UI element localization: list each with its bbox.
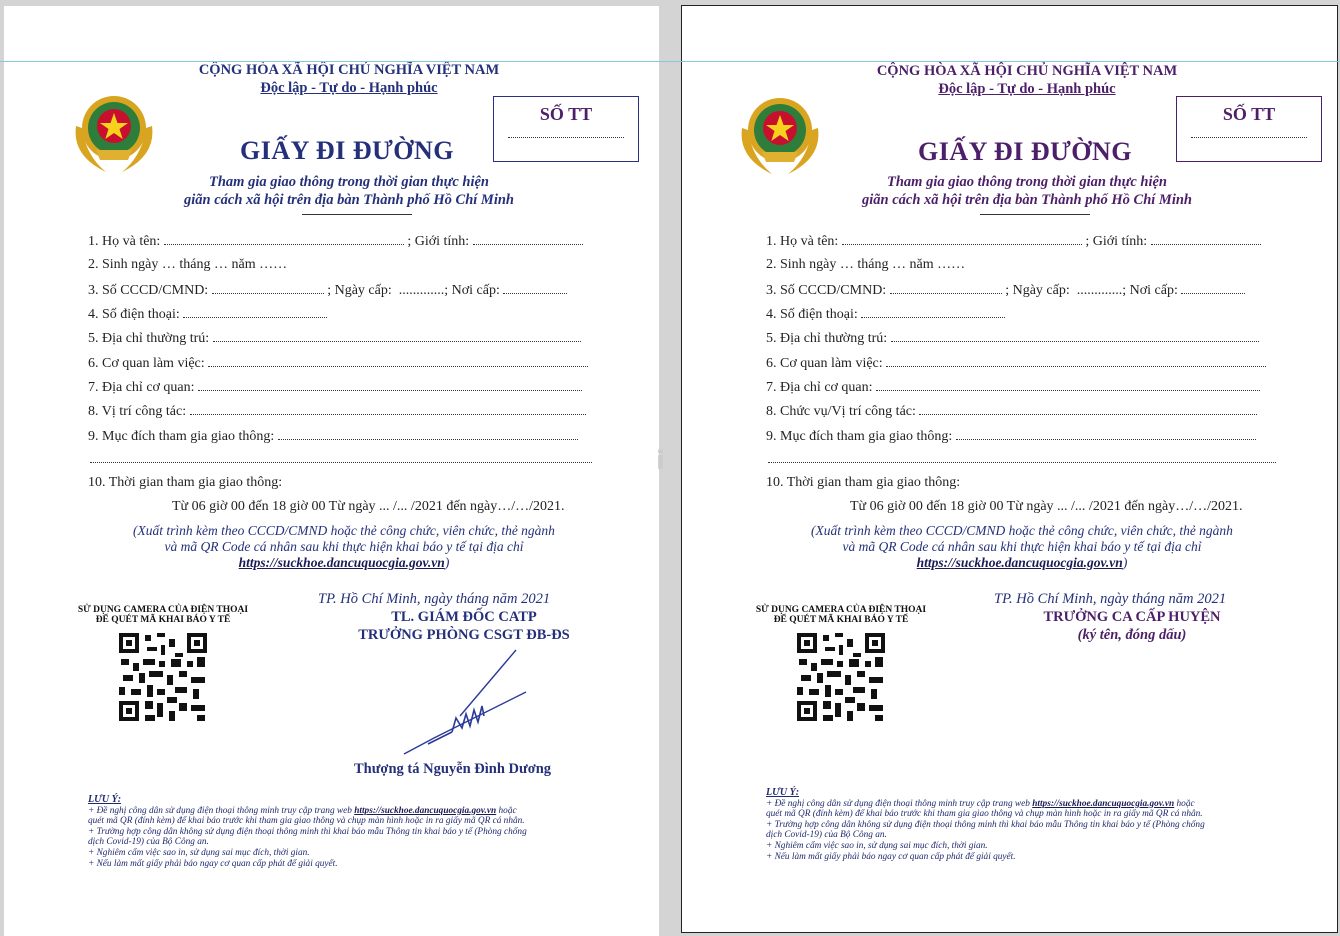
note-item-3: + Nghiêm cấm việc sao in, sử dụng sai mục đích, thời gian. [88,847,310,858]
sign-place-date: TP. Hồ Chí Minh, ngày tháng năm 2021 [994,591,1227,607]
input-position[interactable] [919,402,1257,415]
field-permanent-address [88,329,581,347]
label-purpose: 9. Mục đích tham gia giao thông: [766,429,953,444]
label-full-name: 1. Họ và tên: [88,234,161,249]
input-id-number[interactable] [890,281,1002,294]
field-workplace [88,354,588,372]
subtitle-line-1: Tham gia giao thông trong thời gian thực hiện [887,174,1167,190]
subtitle-line-2: giãn cách xã hội trên địa bàn Thành phố Hồ Chí Minh [184,192,514,208]
note-close-paren: ) [1122,555,1128,570]
note-line-3 [762,555,1282,571]
health-declaration-link[interactable]: https://suckhoe.dancuquocgia.gov.vn [238,555,445,570]
label-full-name: 1. Họ và tên: [766,234,839,249]
input-position[interactable] [190,402,586,415]
signer-role: TRƯỞNG CA CẤP HUYỆN [1043,609,1221,625]
signer-role-2: TRƯỞNG PHÒNG CSGT ĐB-ĐS [358,627,570,643]
notes-block [766,788,1296,862]
document-page-right [681,5,1338,933]
label-work-address: 7. Địa chỉ cơ quan: [88,380,195,395]
note-item-1-cont: quét mã QR (đính kèm) để khai báo trước khi tham gia giao thông và chụp màn hình hoặc in ra giấy mã QR cá nhân. [766,809,1203,820]
note-item-1-link[interactable]: https://suckhoe.dancuquocgia.gov.vn [1032,798,1175,809]
label-position: 8. Chức vụ/Vị trí công tác: [766,404,916,419]
label-purpose: 9. Mục đích tham gia giao thông: [88,429,275,444]
note-item-2: + Trường hợp công dân không sử dụng điện thoại thông minh thì khai báo mẫu Thông tin khai báo y tế (Phòng chống [88,826,527,837]
input-phone[interactable] [861,305,1005,318]
input-gender[interactable] [1151,232,1261,245]
title-rule [980,214,1090,215]
input-id-number[interactable] [212,281,324,294]
signature-icon [394,646,534,758]
input-workplace[interactable] [208,354,588,367]
label-gender: ; Giới tính: [1085,234,1148,249]
field-purpose [88,427,578,445]
label-phone: 4. Số điện thoại: [88,307,180,322]
qr-caption-1: SỬ DỤNG CAMERA CỦA ĐIỆN THOẠI [77,605,249,615]
field-travel-time: 10. Thời gian tham gia giao thông: [766,475,961,490]
serial-number-label: SỐ TT [1222,104,1276,124]
label-phone: 4. Số điện thoại: [766,307,858,322]
label-id-number: 3. Số CCCD/CMND: [766,283,887,298]
field-position [766,402,1257,420]
motto: Độc lập - Tự do - Hạnh phúc [260,80,438,96]
field-phone [88,305,327,323]
note-item-4: + Nếu làm mất giấy phải báo ngay cơ quan cấp phát để giải quyết. [88,858,338,869]
travel-time-range: Từ 06 giờ 00 đến 18 giờ 00 Từ ngày ... /... /2021 đến ngày…/…/2021. [850,499,1243,514]
guide-line [0,61,1340,62]
note-close-paren: ) [444,555,450,570]
qr-code-icon[interactable] [117,631,209,723]
notes-block [88,795,618,869]
input-issue-place[interactable] [503,281,567,294]
notes-heading: LƯU Ý: [88,794,122,805]
label-issue-date: ; Ngày cấp: [1005,283,1070,298]
input-phone[interactable] [183,305,327,318]
note-line-1: (Xuất trình kèm theo CCCD/CMND hoặc thẻ công chức, viên chức, thẻ ngành [811,523,1233,538]
serial-number-dots [508,137,624,138]
qr-code-icon[interactable] [795,631,887,723]
field-phone [766,305,1005,323]
signer-role-1: TL. GIÁM ĐỐC CATP [391,609,537,625]
serial-number-label: SỐ TT [539,104,593,124]
note-line-2: và mã QR Code cá nhân sau khi thực hiện khai báo y tế tại địa chỉ [164,539,524,554]
label-gender: ; Giới tính: [407,234,470,249]
note-item-1 [766,799,1296,810]
input-purpose[interactable] [278,427,578,440]
field-birth-date: 2. Sinh ngày … tháng … năm …… [88,257,288,272]
field-work-address [766,378,1260,396]
field-birth-date: 2. Sinh ngày … tháng … năm …… [766,257,966,272]
field-work-address [88,378,582,396]
label-issue-place: .............; Nơi cấp: [1076,283,1178,298]
note-item-3: + Nghiêm cấm việc sao in, sử dụng sai mục đích, thời gian. [766,840,988,851]
qr-caption-2: ĐỂ QUÉT MÃ KHAI BÁO Y TẾ [773,615,909,625]
note-item-1-text-b: hoặc [498,805,517,816]
label-permanent-address: 5. Địa chỉ thường trú: [766,331,888,346]
field-workplace [766,354,1266,372]
note-item-1-text: + Đề nghị công dân sử dụng điện thoại thông minh truy cập trang web [88,805,352,816]
input-work-address[interactable] [198,378,582,391]
field-id-number [88,281,567,299]
police-emblem-icon [732,88,828,180]
field-travel-time: 10. Thời gian tham gia giao thông: [88,475,283,490]
subtitle-line-1: Tham gia giao thông trong thời gian thực hiện [209,174,489,190]
note-item-1-link[interactable]: https://suckhoe.dancuquocgia.gov.vn [354,805,497,816]
field-full-name [766,232,1261,250]
travel-time-range: Từ 06 giờ 00 đến 18 giờ 00 Từ ngày ... /... /2021 đến ngày…/…/2021. [172,499,565,514]
note-item-1 [88,806,618,817]
motto: Độc lập - Tự do - Hạnh phúc [938,81,1116,97]
note-item-2: + Trường hợp công dân không sử dụng điện thoại thông minh thì khai báo mẫu Thông tin khai báo y tế (Phòng chống [766,819,1205,830]
note-item-1-text: + Đề nghị công dân sử dụng điện thoại thông minh truy cập trang web [766,798,1030,809]
input-purpose-extra[interactable] [768,462,1276,463]
subtitle-line-2: giãn cách xã hội trên địa bàn Thành phố Hồ Chí Minh [862,192,1192,208]
label-workplace: 6. Cơ quan làm việc: [88,356,205,371]
watermark-glyph: i [656,446,665,476]
note-item-1-cont: quét mã QR (đính kèm) để khai báo trước khi tham gia giao thông và chụp màn hình hoặc in ra giấy mã QR cá nhân. [88,816,525,827]
input-permanent-address[interactable] [213,329,581,342]
note-item-2-cont: dịch Covid-19) của Bộ Công an. [766,830,887,841]
note-line-2: và mã QR Code cá nhân sau khi thực hiện khai báo y tế tại địa chỉ [842,539,1202,554]
qr-caption-2: ĐỂ QUÉT MÃ KHAI BÁO Y TẾ [95,615,231,625]
input-purpose-extra[interactable] [90,462,592,463]
national-header: CỘNG HÒA XÃ HỘI CHỦ NGHĨA VIỆT NAM [198,62,500,78]
label-issue-place: .............; Nơi cấp: [398,283,500,298]
note-line-1: (Xuất trình kèm theo CCCD/CMND hoặc thẻ công chức, viên chức, thẻ ngành [133,523,555,538]
input-purpose[interactable] [956,427,1256,440]
signer-instruction: (ký tên, đóng dấu) [1077,627,1187,643]
input-issue-place[interactable] [1181,281,1245,294]
serial-number-box [1176,96,1322,162]
notes-heading: LƯU Ý: [766,787,800,798]
police-emblem-icon [66,86,162,178]
input-full-name[interactable] [842,232,1082,245]
signer-name: Thượng tá Nguyễn Đình Dương [354,761,552,777]
input-permanent-address[interactable] [891,329,1259,342]
label-work-address: 7. Địa chỉ cơ quan: [766,380,873,395]
input-workplace[interactable] [886,354,1266,367]
note-item-4: + Nếu làm mất giấy phải báo ngay cơ quan cấp phát để giải quyết. [766,851,1016,862]
label-id-number: 3. Số CCCD/CMND: [88,283,209,298]
input-gender[interactable] [473,232,583,245]
sign-place-date: TP. Hồ Chí Minh, ngày tháng năm 2021 [318,591,551,607]
input-work-address[interactable] [876,378,1260,391]
field-permanent-address [766,329,1259,347]
label-issue-date: ; Ngày cấp: [327,283,392,298]
health-declaration-link[interactable]: https://suckhoe.dancuquocgia.gov.vn [916,555,1123,570]
document-page-left [4,6,659,936]
note-item-1-text-b: hoặc [1176,798,1195,809]
note-item-2-cont: dịch Covid-19) của Bộ Công an. [88,837,209,848]
field-id-number [766,281,1245,299]
field-position [88,402,586,420]
note-line-3 [84,555,604,571]
input-full-name[interactable] [164,232,404,245]
document-title: GIẤY ĐI ĐƯỜNG [918,137,1133,166]
title-rule [302,214,412,215]
label-position: 8. Vị trí công tác: [88,404,187,419]
document-title: GIẤY ĐI ĐƯỜNG [240,136,455,165]
field-full-name [88,232,583,250]
serial-number-box [493,96,639,162]
label-permanent-address: 5. Địa chỉ thường trú: [88,331,210,346]
serial-number-dots [1191,137,1307,138]
field-purpose [766,427,1256,445]
national-header: CỘNG HÒA XÃ HỘI CHỦ NGHĨA VIỆT NAM [876,63,1178,79]
qr-caption-1: SỬ DỤNG CAMERA CỦA ĐIỆN THOẠI [755,605,927,615]
label-workplace: 6. Cơ quan làm việc: [766,356,883,371]
